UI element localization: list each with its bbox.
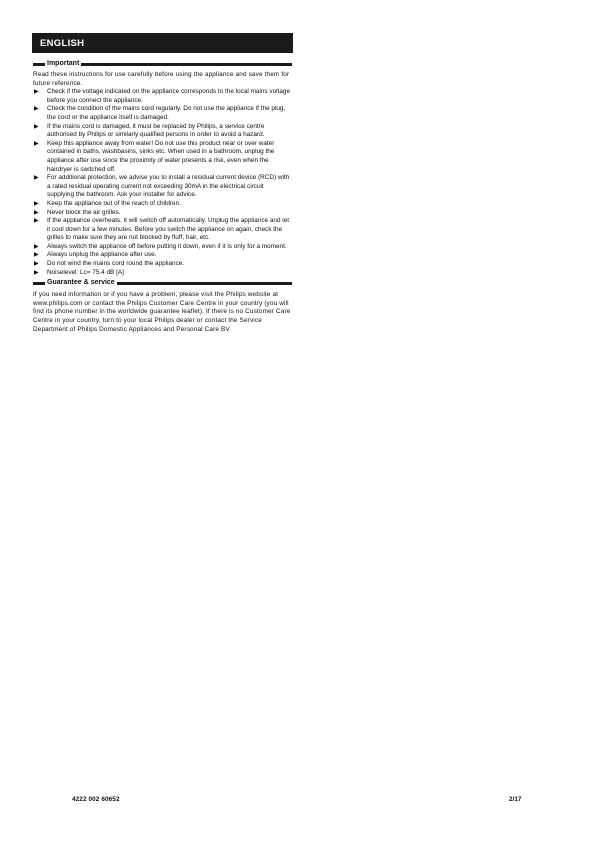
important-list <box>33 88 292 277</box>
list-item-text: Always unplug the appliance after use. <box>47 251 157 259</box>
list-item <box>33 209 292 218</box>
important-title: Important <box>47 60 80 67</box>
list-item <box>33 243 292 252</box>
list-item <box>33 269 292 278</box>
list-item <box>33 88 292 105</box>
list-item <box>33 123 292 140</box>
list-item-text: If the mains cord is damaged, it must be replaced by Philips, a service centre authorised by Philips or similarly qualified persons in order to avoid a hazard. <box>47 122 265 139</box>
list-item-text: Check if the voltage indicated on the appliance corresponds to the local mains voltage before you connect the appliance. <box>47 88 290 104</box>
important-section <box>33 60 292 334</box>
triangle-bullet-icon: ▶ <box>34 175 39 182</box>
triangle-bullet-icon: ▶ <box>34 261 39 268</box>
list-item-text: For additional protection, we advise you to install a residual current device (RCD) with a rated residual operating current not exceeding 30mA in the electrical circuit supplying the bathroom. Ask your installer for advice. <box>47 174 290 199</box>
list-item-text: If the appliance overheats, it will switch off automatically. Unplug the appliance and let it cool down for a few minutes. Before you switch the appliance on again, check the grilles to make sure they are not blocked by fluff, hair, etc. <box>47 217 290 242</box>
triangle-bullet-icon: ▶ <box>34 89 39 96</box>
important-intro: Read these instructions for use carefully before using the appliance and save them for future reference. <box>33 71 290 87</box>
triangle-bullet-icon: ▶ <box>34 218 39 225</box>
list-item-text: Noiselevel: Lc= 75.4 dB [A] <box>47 268 124 276</box>
triangle-bullet-icon: ▶ <box>34 243 39 250</box>
heading-rule-left <box>33 282 45 285</box>
heading-rule-right <box>81 63 292 66</box>
important-heading <box>33 60 292 68</box>
list-item <box>33 251 292 260</box>
guarantee-heading <box>33 279 292 287</box>
list-item-text: Keep this appliance away from water! Do not use this product near or over water contained in baths, washbasins, sinks etc. When used in a bathroom, unplug the appliance after use since the proximity of water presents a risk, even when the hairdryer is switched off. <box>47 139 275 173</box>
list-item-text: Do not wind the mains cord round the appliance. <box>47 260 185 268</box>
page-number: 2/17 <box>509 796 522 803</box>
guarantee-title: Guarantee & service <box>47 279 115 287</box>
guarantee-text: If you need information or if you have a problem, please visit the Philips website at www.philips.com or contact the Philips Customer Care Centre in your country (you will find its phone number in the worldwide guarantee leaflet). If there is no Customer Care Centre in your country, turn to your local Philips dealer or contact the Service Department of Philips Domestic Appliances and Personal Care BV. <box>33 291 291 333</box>
list-item <box>33 217 292 243</box>
list-item-text: Always switch the appliance off before putting it down, even if it is only for a moment. <box>47 242 287 250</box>
heading-rule-right <box>117 282 292 285</box>
language-header-bar <box>32 33 293 53</box>
list-item <box>33 140 292 174</box>
product-code: 4222 002 60652 <box>72 796 120 803</box>
list-item <box>33 174 292 200</box>
list-item <box>33 105 292 122</box>
heading-rule-left <box>33 63 45 66</box>
list-item-text: Check the condition of the mains cord regularly. Do not use the appliance if the plug, the cord or the appliance itself is damaged. <box>47 105 286 121</box>
triangle-bullet-icon: ▶ <box>34 140 39 147</box>
list-item <box>33 200 292 209</box>
triangle-bullet-icon: ▶ <box>34 123 39 130</box>
triangle-bullet-icon: ▶ <box>34 209 39 216</box>
triangle-bullet-icon: ▶ <box>34 106 39 113</box>
triangle-bullet-icon: ▶ <box>34 200 39 207</box>
list-item-text: Never block the air grilles. <box>47 208 121 216</box>
triangle-bullet-icon: ▶ <box>34 252 39 259</box>
language-label: ENGLISH <box>40 38 85 49</box>
triangle-bullet-icon: ▶ <box>34 269 39 276</box>
list-item <box>33 260 292 269</box>
list-item-text: Keep the appliance out of the reach of children. <box>47 199 181 207</box>
